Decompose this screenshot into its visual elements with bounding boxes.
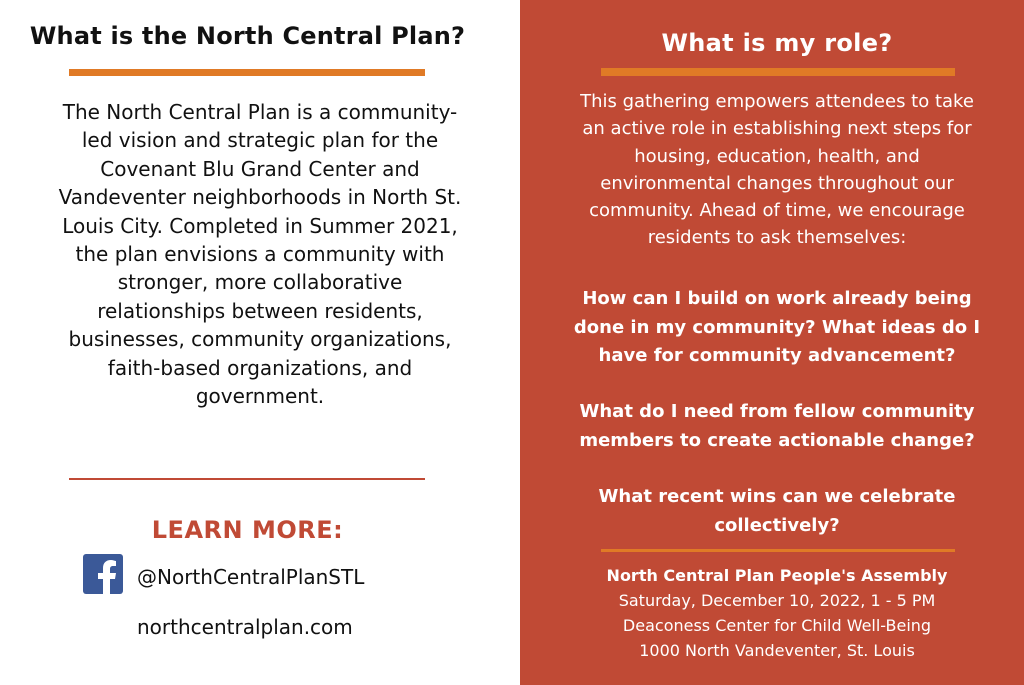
question-line: done in my community? What ideas do I xyxy=(573,316,981,338)
question-line: collectively? xyxy=(714,514,840,536)
description-line: stronger, more collaborative xyxy=(117,270,403,295)
description-line: relationships between residents, xyxy=(97,298,423,323)
event-venue: Deaconess Center for Child Well-Being xyxy=(622,616,932,635)
question-line: How can I build on work already being xyxy=(582,288,972,309)
description-line: Vandeventer neighborhoods in North St. xyxy=(58,185,462,210)
right-title: What is my role? xyxy=(661,29,893,57)
intro-line: This gathering empowers attendees to take xyxy=(580,91,974,112)
description-line: faith-based organizations, and xyxy=(107,355,413,380)
question-recent-wins xyxy=(552,483,1002,540)
intro-line: community. Ahead of time, we encourage xyxy=(589,200,965,222)
intro-line: housing, education, health, and xyxy=(634,145,920,167)
right-title-underline xyxy=(601,68,955,76)
question-line: members to create actionable change? xyxy=(579,429,975,451)
intro-line: residents to ask themselves: xyxy=(647,227,907,249)
description-line: Covenant Blu Grand Center and xyxy=(100,156,420,181)
question-line: What recent wins can we celebrate xyxy=(598,486,956,507)
question-build-on-work xyxy=(552,285,1002,371)
event-date: Saturday, December 10, 2022, 1 - 5 PM xyxy=(618,591,936,610)
description-line: the plan envisions a community with xyxy=(75,242,445,267)
learn-more-heading: LEARN MORE: xyxy=(151,516,344,544)
role-intro xyxy=(552,88,1002,252)
intro-line: an active role in establishing next steps for xyxy=(582,118,972,140)
right-panel xyxy=(520,0,1024,685)
plan-description xyxy=(26,98,494,410)
section-divider xyxy=(69,478,425,480)
website-link[interactable]: northcentralplan.com xyxy=(137,615,353,639)
question-line: What do I need from fellow community xyxy=(579,401,975,422)
left-title-underline xyxy=(69,69,425,76)
description-line: businesses, community organizations, xyxy=(68,327,452,352)
left-title: What is the North Central Plan? xyxy=(29,22,466,50)
event-address: 1000 North Vandeventer, St. Louis xyxy=(639,641,915,660)
description-line: government. xyxy=(195,384,325,409)
description-line: Louis City. Completed in Summer 2021, xyxy=(62,213,458,238)
facebook-icon[interactable] xyxy=(83,554,123,594)
description-line: The North Central Plan is a community- xyxy=(62,100,458,124)
intro-line: environmental changes throughout our xyxy=(600,172,954,194)
event-divider xyxy=(601,549,955,552)
description-line: led vision and strategic plan for the xyxy=(81,128,439,153)
event-name: North Central Plan People's Assembly xyxy=(606,566,948,585)
facebook-handle-link[interactable]: @NorthCentralPlanSTL xyxy=(137,565,365,589)
question-fellow-members xyxy=(552,398,1002,455)
question-line: have for community advancement? xyxy=(598,345,956,366)
